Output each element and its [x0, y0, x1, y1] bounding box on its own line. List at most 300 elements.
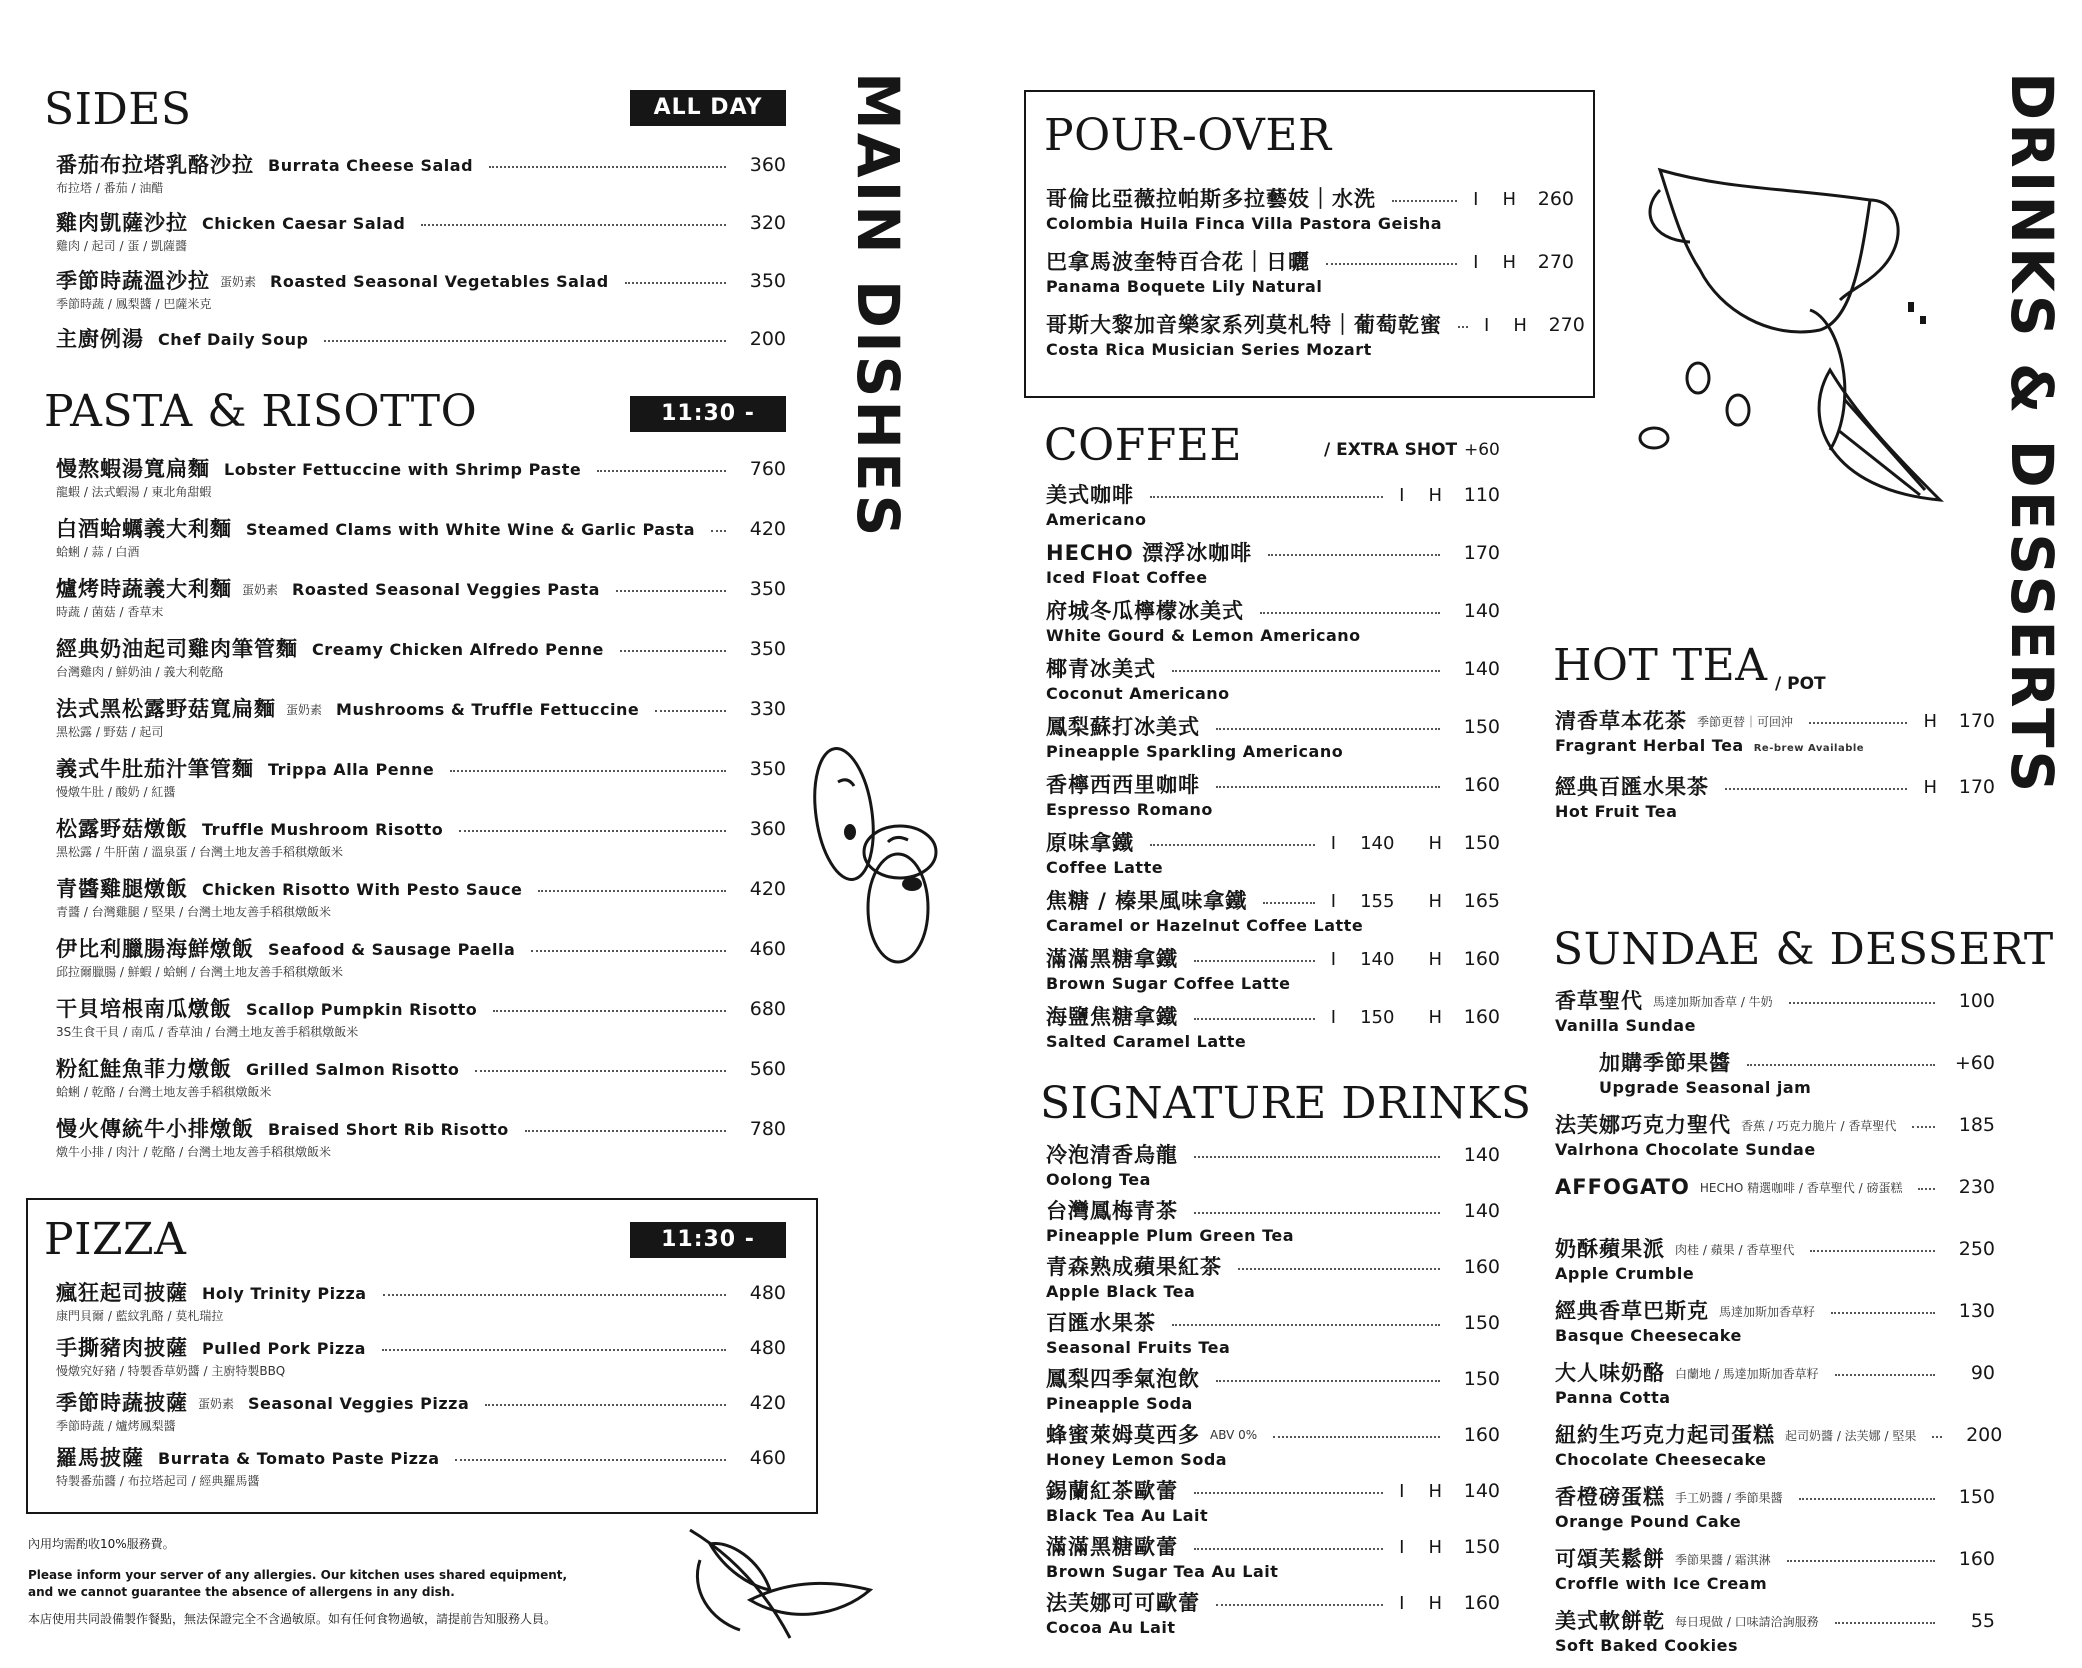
menu-item-row [1599, 1048, 1995, 1078]
item-tag: 季節更替｜可回沖 [1697, 714, 1794, 729]
coffee-cup-illustration [1640, 160, 1970, 520]
leader-dots [1326, 263, 1457, 265]
menu-item [56, 208, 786, 266]
item-name-en-row [1046, 510, 1500, 530]
item-tag: 蛋奶素 [242, 582, 279, 597]
item-description: 季節時蔬 / 鳳梨醬 / 巴薩米克 [56, 297, 212, 311]
item-name-en: Costa Rica Musician Series Mozart [1046, 340, 1372, 359]
menu-item-row [1046, 1140, 1500, 1170]
leader-dots [620, 650, 726, 652]
menu-item [1046, 1308, 1500, 1364]
item-name-en: Fragrant Herbal Tea [1555, 736, 1744, 755]
leader-dots [711, 530, 726, 532]
menu-item [1555, 706, 1995, 772]
item-name-en-row [1555, 1388, 1995, 1408]
item-name-zh: 爐烤時蔬義大利麵 [56, 577, 232, 601]
menu-item-row [56, 634, 786, 664]
item-name-zh: 手撕豬肉披薩 [56, 1336, 188, 1360]
item-name-zh: 奶酥蘋果派 [1555, 1237, 1665, 1261]
leader-dots [1172, 1324, 1440, 1326]
item-name-zh: HECHO 漂浮冰咖啡 [1046, 541, 1253, 565]
item-name-en: Iced Float Coffee [1046, 568, 1208, 587]
leader-dots [455, 1459, 726, 1461]
leader-dots [616, 590, 726, 592]
menu-item [56, 874, 786, 934]
item-price: 420 [749, 518, 786, 540]
item-name-en-row [1046, 1338, 1500, 1358]
leader-dots [1268, 554, 1440, 556]
menu-item-row [1555, 1234, 1995, 1264]
leader-dots [1216, 786, 1440, 788]
menu-item-row [56, 694, 786, 724]
item-name-zh: 冷泡清香烏龍 [1046, 1143, 1178, 1167]
leader-dots [1150, 496, 1383, 498]
menu-item [56, 1278, 786, 1333]
menu-item-row [1046, 538, 1500, 568]
item-price: 140 [1463, 1200, 1500, 1222]
item-name-zh: 經典百匯水果茶 [1555, 775, 1709, 799]
menu-item [1046, 654, 1500, 712]
menu-item-row [1555, 1110, 1995, 1140]
item-name-en: Chef Daily Soup [158, 329, 309, 349]
item-tag: ABV 0% [1210, 1428, 1258, 1442]
item-name-en: Croffle with Ice Cream [1555, 1574, 1768, 1593]
item-name-en-row [1046, 277, 1574, 297]
coffee-section [1044, 420, 1500, 1060]
iced-label: I [1399, 484, 1405, 506]
menu-item-row [56, 994, 786, 1024]
leader-dots [1747, 1064, 1935, 1066]
item-description: 龍蝦 / 法式蝦湯 / 東北角甜蝦 [56, 485, 212, 499]
hot-label: H [1428, 890, 1442, 912]
menu-item [56, 266, 786, 324]
menu-item-row [1046, 712, 1500, 742]
menu-item-row [56, 454, 786, 484]
item-name-en: Valrhona Chocolate Sundae [1555, 1140, 1816, 1159]
footer-notes [28, 1536, 788, 1628]
sides-section [44, 84, 786, 364]
item-price: 100 [1958, 990, 1995, 1012]
menu-item [1555, 986, 1995, 1048]
item-name-en-row [1555, 802, 1995, 822]
leader-dots [493, 1010, 726, 1012]
item-name-zh: 可頌芙鬆餅 [1555, 1547, 1665, 1571]
item-name-en-row [1046, 1282, 1500, 1302]
menu-item [56, 514, 786, 574]
leader-dots [383, 1294, 726, 1296]
item-name-zh: 經典奶油起司雞肉筆管麵 [56, 637, 298, 661]
menu-item-row [56, 814, 786, 844]
iced-price: 140 [1360, 832, 1395, 854]
leader-dots [1194, 1212, 1440, 1214]
menu-item-row [56, 574, 786, 604]
item-price: 150 [1463, 1312, 1500, 1334]
item-name-zh: 番茄布拉塔乳酪沙拉 [56, 153, 254, 177]
item-price: 160 [1463, 1256, 1500, 1278]
item-name-zh: 雞肉凱薩沙拉 [56, 211, 188, 235]
item-name-en-row [1555, 1512, 1995, 1532]
item-name-en-row [1046, 1506, 1500, 1526]
item-name-en: Pineapple Plum Green Tea [1046, 1226, 1295, 1245]
menu-item [56, 454, 786, 514]
item-description: 燉牛小排 / 肉汁 / 乾酪 / 台灣土地友善手稻稘燉飯米 [56, 1145, 332, 1159]
iced-label: I [1399, 1592, 1405, 1614]
leader-dots [1392, 200, 1457, 202]
menu-item-row [1046, 1532, 1500, 1562]
menu-item-row [56, 1443, 786, 1473]
item-name-en: Roasted Seasonal Veggies Pasta [292, 579, 600, 599]
sundae-title: SUNDAE & DESSERT [1553, 924, 2054, 975]
item-price: 420 [749, 1392, 786, 1414]
item-name-zh: 經典香草巴斯克 [1555, 1299, 1709, 1323]
menu-item [1046, 538, 1500, 596]
leader-dots [324, 340, 726, 342]
item-en-tag: Re-brew Available [1753, 743, 1865, 754]
menu-item [56, 1443, 786, 1498]
hot-label: H [1428, 1536, 1442, 1558]
hot-tea-section [1553, 640, 1995, 820]
menu-item [1046, 944, 1500, 1002]
item-name-en: Upgrade Seasonal jam [1599, 1078, 1812, 1097]
menu-item-row [1046, 944, 1500, 974]
menu-item-row [1046, 1002, 1500, 1032]
item-price: 150 [1463, 716, 1500, 738]
menu-item [1555, 1606, 1995, 1668]
leader-dots [1172, 670, 1440, 672]
item-name-zh: 椰青冰美式 [1046, 657, 1156, 681]
item-name-en: Cocoa Au Lait [1046, 1618, 1176, 1637]
menu-item [56, 634, 786, 694]
item-name-en: Lobster Fettuccine with Shrimp Paste [224, 459, 582, 479]
leader-dots [1238, 1268, 1440, 1270]
item-name-zh: 伊比利臘腸海鮮燉飯 [56, 937, 254, 961]
leader-dots [1216, 728, 1440, 730]
menu-item-row [1555, 772, 1995, 802]
item-name-en: Creamy Chicken Alfredo Penne [312, 639, 604, 659]
leader-dots [1918, 1188, 1935, 1190]
leader-dots [475, 1070, 726, 1072]
item-name-zh: 青森熟成蘋果紅茶 [1046, 1255, 1222, 1279]
hot-tea-title: HOT TEA [1553, 640, 1768, 691]
item-name-zh: 府城冬瓜檸檬冰美式 [1046, 599, 1244, 623]
leader-dots [382, 1349, 726, 1351]
leader-dots [655, 710, 726, 712]
item-name-en: Trippa Alla Penne [268, 759, 435, 779]
item-name-en: Burrata & Tomato Paste Pizza [158, 1448, 440, 1468]
item-price: 760 [749, 458, 786, 480]
iced-price: 150 [1360, 1006, 1395, 1028]
menu-item [1046, 1532, 1500, 1588]
item-name-en: Coffee Latte [1046, 858, 1164, 877]
iced-label: I [1473, 188, 1479, 210]
item-description: 黑松露 / 牛肝菌 / 溫泉蛋 / 台灣土地友善手稻稘燉飯米 [56, 845, 344, 859]
leaf-illustration [680, 1520, 880, 1638]
item-name-en: Truffle Mushroom Risotto [202, 819, 444, 839]
item-price: 350 [749, 758, 786, 780]
item-name-en-row [1046, 742, 1500, 762]
item-name-en-row [1046, 916, 1500, 936]
menu-item [1046, 712, 1500, 770]
item-price: 140 [1463, 1480, 1500, 1502]
item-name-en-row [1555, 1450, 1995, 1470]
item-price: 170 [1463, 542, 1500, 564]
leader-dots [421, 224, 726, 226]
item-price: 360 [749, 818, 786, 840]
item-name-zh: 白酒蛤蠣義大利麵 [56, 517, 232, 541]
menu-item [1555, 772, 1995, 838]
item-name-en-row [1046, 1562, 1500, 1582]
item-price: 160 [1463, 1424, 1500, 1446]
menu-item [1046, 480, 1500, 538]
hot-label: H [1428, 948, 1442, 970]
menu-item-row [1046, 310, 1585, 340]
item-description: 雞肉 / 起司 / 蛋 / 凱薩醬 [56, 239, 188, 253]
menu-item [56, 324, 786, 382]
item-tag: 香蕉 / 巧克力脆片 / 香草聖代 [1741, 1118, 1897, 1133]
menu-item [1599, 1048, 1995, 1110]
item-price: 90 [1970, 1362, 1995, 1384]
leader-dots [1912, 1126, 1935, 1128]
menu-item [1555, 1544, 1995, 1606]
menu-item-row [56, 514, 786, 544]
leader-dots [489, 166, 726, 168]
pizza-section [44, 1214, 786, 1494]
item-name-zh: 季節時蔬披薩 [56, 1391, 188, 1415]
item-name-en: Steamed Clams with White Wine & Garlic Pasta [246, 519, 695, 539]
item-name-en-row [1046, 1226, 1500, 1246]
menu-item-row [1046, 1364, 1500, 1394]
menu-item [56, 994, 786, 1054]
item-tag: 起司奶醬 / 法芙娜 / 堅果 [1785, 1428, 1917, 1443]
item-name-zh: 主廚例湯 [56, 327, 144, 351]
item-name-en: Braised Short Rib Risotto [268, 1119, 509, 1139]
menu-item [1555, 1358, 1995, 1420]
item-name-zh: 羅馬披薩 [56, 1446, 144, 1470]
iced-label: I [1399, 1480, 1405, 1502]
hot-label: H [1502, 188, 1516, 210]
item-tag: HECHO 精選咖啡 / 香草聖代 / 磅蛋糕 [1699, 1180, 1903, 1195]
hot-label: H [1428, 484, 1442, 506]
extra-shot-label: / EXTRA SHOT [1324, 440, 1458, 460]
item-name-zh: 法芙娜巧克力聖代 [1555, 1113, 1731, 1137]
hot-label: H [1428, 832, 1442, 854]
menu-item [56, 694, 786, 754]
item-tag: 白蘭地 / 馬達加斯加香草籽 [1675, 1366, 1819, 1381]
menu-item [56, 574, 786, 634]
iced-label: I [1484, 314, 1490, 336]
item-name-en-row [1599, 1078, 1995, 1098]
hot-label: H [1513, 314, 1527, 336]
menu-item-row [1046, 1588, 1500, 1618]
leader-dots [1810, 1250, 1935, 1252]
item-price: 780 [749, 1118, 786, 1140]
pasta-badge: 11:30 - 21:30 [630, 396, 786, 432]
menu-item-row [56, 874, 786, 904]
item-price: 330 [749, 698, 786, 720]
leader-dots [1194, 960, 1315, 962]
leader-dots [1216, 1380, 1440, 1382]
sides-badge: ALL DAY [630, 90, 786, 126]
item-name-en: Panna Cotta [1555, 1388, 1671, 1407]
item-price: 270 [1537, 251, 1574, 273]
pizza-title: PIZZA [44, 1214, 187, 1265]
leader-dots [525, 1130, 726, 1132]
item-price: 350 [749, 270, 786, 292]
iced-price: 140 [1360, 948, 1395, 970]
drinks-desserts-vertical-title: DRINKS & DESSERTS [1998, 72, 2066, 796]
item-name-en: Vanilla Sundae [1555, 1016, 1696, 1035]
menu-item-row [1046, 247, 1574, 277]
item-name-en: Apple Crumble [1555, 1264, 1695, 1283]
leader-dots [1799, 1498, 1935, 1500]
menu-item [1046, 1252, 1500, 1308]
leader-dots [485, 1404, 726, 1406]
menu-item [1555, 1296, 1995, 1358]
leader-dots [1194, 1492, 1383, 1494]
item-description: 青醬 / 台灣雞腿 / 堅果 / 台灣土地友善手稻稘燉飯米 [56, 905, 332, 919]
item-price: 350 [749, 638, 786, 660]
item-price: 110 [1463, 484, 1500, 506]
menu-item-row [56, 1278, 786, 1308]
item-description: 3S生食干貝 / 南瓜 / 香草油 / 台灣土地友善手稻稘燉飯米 [56, 1025, 359, 1039]
leader-dots [538, 890, 726, 892]
item-name-en-row [1046, 974, 1500, 994]
menu-item [1555, 1110, 1995, 1172]
item-price: 140 [1463, 658, 1500, 680]
item-price: 130 [1958, 1300, 1995, 1322]
item-name-en: Pulled Pork Pizza [202, 1338, 366, 1358]
menu-item [56, 1054, 786, 1114]
leader-dots [1835, 1622, 1935, 1624]
item-name-en-row [1555, 1264, 1995, 1284]
menu-item-row [1046, 828, 1500, 858]
menu-item [1555, 1172, 1995, 1234]
menu-item-row [56, 266, 786, 296]
menu-item-row [1046, 1308, 1500, 1338]
item-name-zh: 滿滿黑糖歐蕾 [1046, 1535, 1178, 1559]
iced-label: I [1330, 948, 1337, 970]
menu-item [1046, 1140, 1500, 1196]
item-name-en-row [1046, 858, 1500, 878]
item-name-en-row [1046, 214, 1574, 234]
menu-item [1555, 1420, 2003, 1482]
pasta-section [44, 386, 786, 1176]
item-price: 200 [749, 328, 786, 350]
main-dishes-vertical-title: MAIN DISHES [844, 72, 912, 540]
item-price: 160 [1463, 1006, 1500, 1028]
item-name-zh: 蜂蜜萊姆莫西多 [1046, 1423, 1200, 1447]
menu-item [1046, 1476, 1500, 1532]
menu-item-row [1555, 1172, 1995, 1202]
item-name-en: Orange Pound Cake [1555, 1512, 1742, 1531]
menu-item [1046, 184, 1574, 247]
item-name-zh: 干貝培根南瓜燉飯 [56, 997, 232, 1021]
olives-illustration [810, 742, 950, 972]
item-tag: 蛋奶素 [220, 274, 257, 289]
item-name-zh: 哥倫比亞薇拉帕斯多拉藝妓｜水洗 [1046, 187, 1376, 211]
leader-dots [1194, 1156, 1440, 1158]
item-name-en: Holy Trinity Pizza [202, 1283, 367, 1303]
leader-dots [1194, 1018, 1315, 1020]
item-name-en-row [1555, 1016, 1995, 1036]
sundae-section [1553, 924, 2054, 1655]
item-tag: 手工奶醬 / 季節果醬 [1675, 1490, 1783, 1505]
item-name-en: Honey Lemon Soda [1046, 1450, 1228, 1469]
item-name-zh: 錫蘭紅茶歐蕾 [1046, 1479, 1178, 1503]
item-name-en: Chicken Caesar Salad [202, 213, 406, 233]
item-price: 460 [749, 938, 786, 960]
leader-dots [1789, 1002, 1935, 1004]
menu-item-row [1046, 596, 1500, 626]
item-price: 250 [1958, 1238, 1995, 1260]
menu-item-row [56, 934, 786, 964]
item-description: 慢燉牛肚 / 酸奶 / 紅醬 [56, 785, 176, 799]
item-name-en-row [1046, 1450, 1500, 1470]
hot-tea-unit: / POT [1775, 674, 1826, 694]
item-name-en: Black Tea Au Lait [1046, 1506, 1209, 1525]
leader-dots [1787, 1560, 1935, 1562]
iced-label: I [1330, 890, 1337, 912]
item-price: 160 [1958, 1548, 1995, 1570]
menu-item [1046, 1420, 1500, 1476]
leader-dots [459, 830, 726, 832]
menu-item [1555, 1482, 1995, 1544]
item-name-zh: 哥斯大黎加音樂家系列莫札特｜葡萄乾蜜 [1046, 313, 1442, 337]
sides-title: SIDES [44, 84, 192, 135]
item-name-en: Scallop Pumpkin Risotto [246, 999, 478, 1019]
leader-dots [1809, 722, 1907, 724]
item-description: 邱拉爾臘腸 / 鮮蝦 / 蛤蜊 / 台灣土地友善手稻稘燉飯米 [56, 965, 344, 979]
main-dishes-page [0, 0, 960, 1638]
item-description: 布拉塔 / 番茄 / 油醋 [56, 181, 164, 195]
item-tag: 馬達加斯加香草 / 牛奶 [1653, 994, 1773, 1009]
item-tag: 蛋奶素 [286, 702, 323, 717]
item-name-en: Seasonal Fruits Tea [1046, 1338, 1231, 1357]
item-name-zh: 粉紅鮭魚菲力燉飯 [56, 1057, 232, 1081]
menu-item [1555, 1234, 1995, 1296]
leader-dots [1831, 1312, 1935, 1314]
menu-item [1046, 310, 1585, 373]
item-description: 蛤蜊 / 乾酪 / 台灣土地友善手稻稘燉飯米 [56, 1085, 272, 1099]
menu-item-row [56, 1388, 786, 1418]
item-name-zh: 台灣鳳梅青茶 [1046, 1199, 1178, 1223]
item-description: 時蔬 / 菌菇 / 香草末 [56, 605, 164, 619]
menu-item [1046, 1588, 1500, 1644]
hot-label: H [1923, 776, 1937, 798]
item-price: 170 [1958, 776, 1995, 798]
coffee-title: COFFEE [1044, 420, 1243, 471]
item-name-zh: 巴拿馬波奎特百合花｜日曬 [1046, 250, 1310, 274]
item-name-zh: 百匯水果茶 [1046, 1311, 1156, 1335]
item-description: 黑松露 / 野菇 / 起司 [56, 725, 164, 739]
menu-item-row [1555, 986, 1995, 1016]
item-name-zh: 滿滿黑糖拿鐵 [1046, 947, 1178, 971]
leader-dots [1194, 1548, 1383, 1550]
hot-label: H [1502, 251, 1516, 273]
hot-label: H [1923, 710, 1937, 732]
item-name-zh: 美式軟餅乾 [1555, 1609, 1665, 1633]
item-price: 320 [749, 212, 786, 234]
item-name-zh: 香草聖代 [1555, 989, 1643, 1013]
item-name-en: Hot Fruit Tea [1555, 802, 1678, 821]
item-name-en: Caramel or Hazelnut Coffee Latte [1046, 916, 1364, 935]
leader-dots [625, 282, 726, 284]
item-name-en: Pineapple Sparkling Americano [1046, 742, 1344, 761]
item-name-zh: 香檸西西里咖啡 [1046, 773, 1200, 797]
leader-dots [1263, 902, 1314, 904]
allergy-note-en-1: Please inform your server of any allergies. Our kitchen uses shared equipment, [28, 1568, 568, 1582]
menu-item-row [1555, 1606, 1995, 1636]
